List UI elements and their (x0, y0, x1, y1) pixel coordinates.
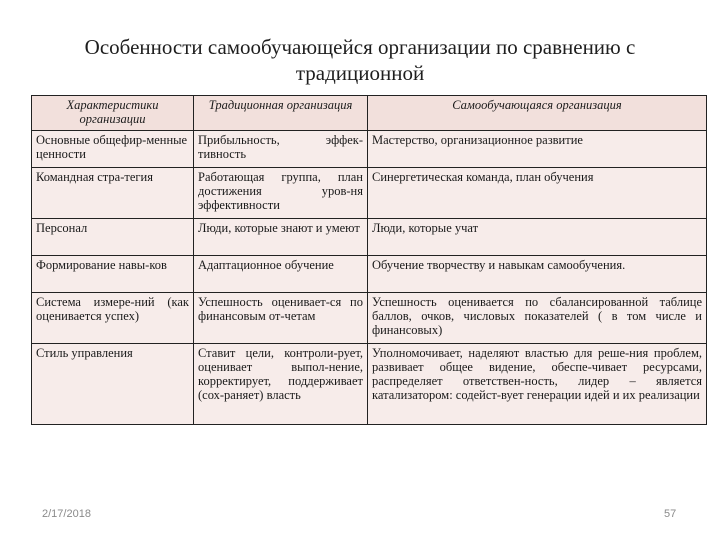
cell-learning: Мастерство, организационное развитие (368, 131, 707, 168)
slide-page-number: 57 (664, 508, 677, 520)
slide-title: Особенности самообучающейся организации по сравнению с традиционной (84, 35, 636, 85)
table-row (32, 344, 707, 425)
cell-characteristic: Командная стра-тегия (32, 168, 194, 219)
table-row (32, 168, 707, 219)
cell-traditional: Работающая группа, план достижения уров-ня эффективности (194, 168, 368, 219)
cell-traditional: Прибыльность, эффек-тивность (194, 131, 368, 168)
cell-learning: Успешность оценивается по сбалансированной таблице баллов, очков, числовых показателей ( в том числе и финансовых) (368, 293, 707, 344)
cell-learning: Люди, которые учат (368, 219, 707, 256)
table-row (32, 293, 707, 344)
cell-learning: Обучение творчеству и навыкам самообучения. (368, 256, 707, 293)
cell-traditional: Успешность оценивает-ся по финансовым от-четам (194, 293, 368, 344)
table-header-row (32, 96, 707, 131)
header-traditional: Традиционная организация (194, 96, 368, 131)
table-row (32, 256, 707, 293)
cell-traditional: Адаптационное обучение (194, 256, 368, 293)
cell-characteristic: Стиль управления (32, 344, 194, 425)
cell-learning: Уполномочивает, наделяют властью для реше-ния проблем, развивает общее видение, обеспе-чивает ресурсами, распределяет ответствен-ность, лидер – является катализатором: содейст-вует генерации идей и их реализации (368, 344, 707, 425)
cell-traditional: Люди, которые знают и умеют (194, 219, 368, 256)
cell-characteristic: Персонал (32, 219, 194, 256)
header-learning: Самообучающаяся организация (368, 96, 707, 131)
slide-date: 2/17/2018 (42, 508, 91, 520)
cell-characteristic: Основные общефир-менные ценности (32, 131, 194, 168)
table-row (32, 131, 707, 168)
comparison-table (31, 95, 707, 425)
header-characteristics: Характеристики организации (32, 96, 194, 131)
cell-characteristic: Формирование навы-ков (32, 256, 194, 293)
cell-traditional: Ставит цели, контроли-рует, оценивает выпол-нение, корректирует, поддерживает (сох-раняет) власть (194, 344, 368, 425)
table-row (32, 219, 707, 256)
cell-characteristic: Система измере-ний (как оценивается успех) (32, 293, 194, 344)
cell-learning: Синергетическая команда, план обучения (368, 168, 707, 219)
